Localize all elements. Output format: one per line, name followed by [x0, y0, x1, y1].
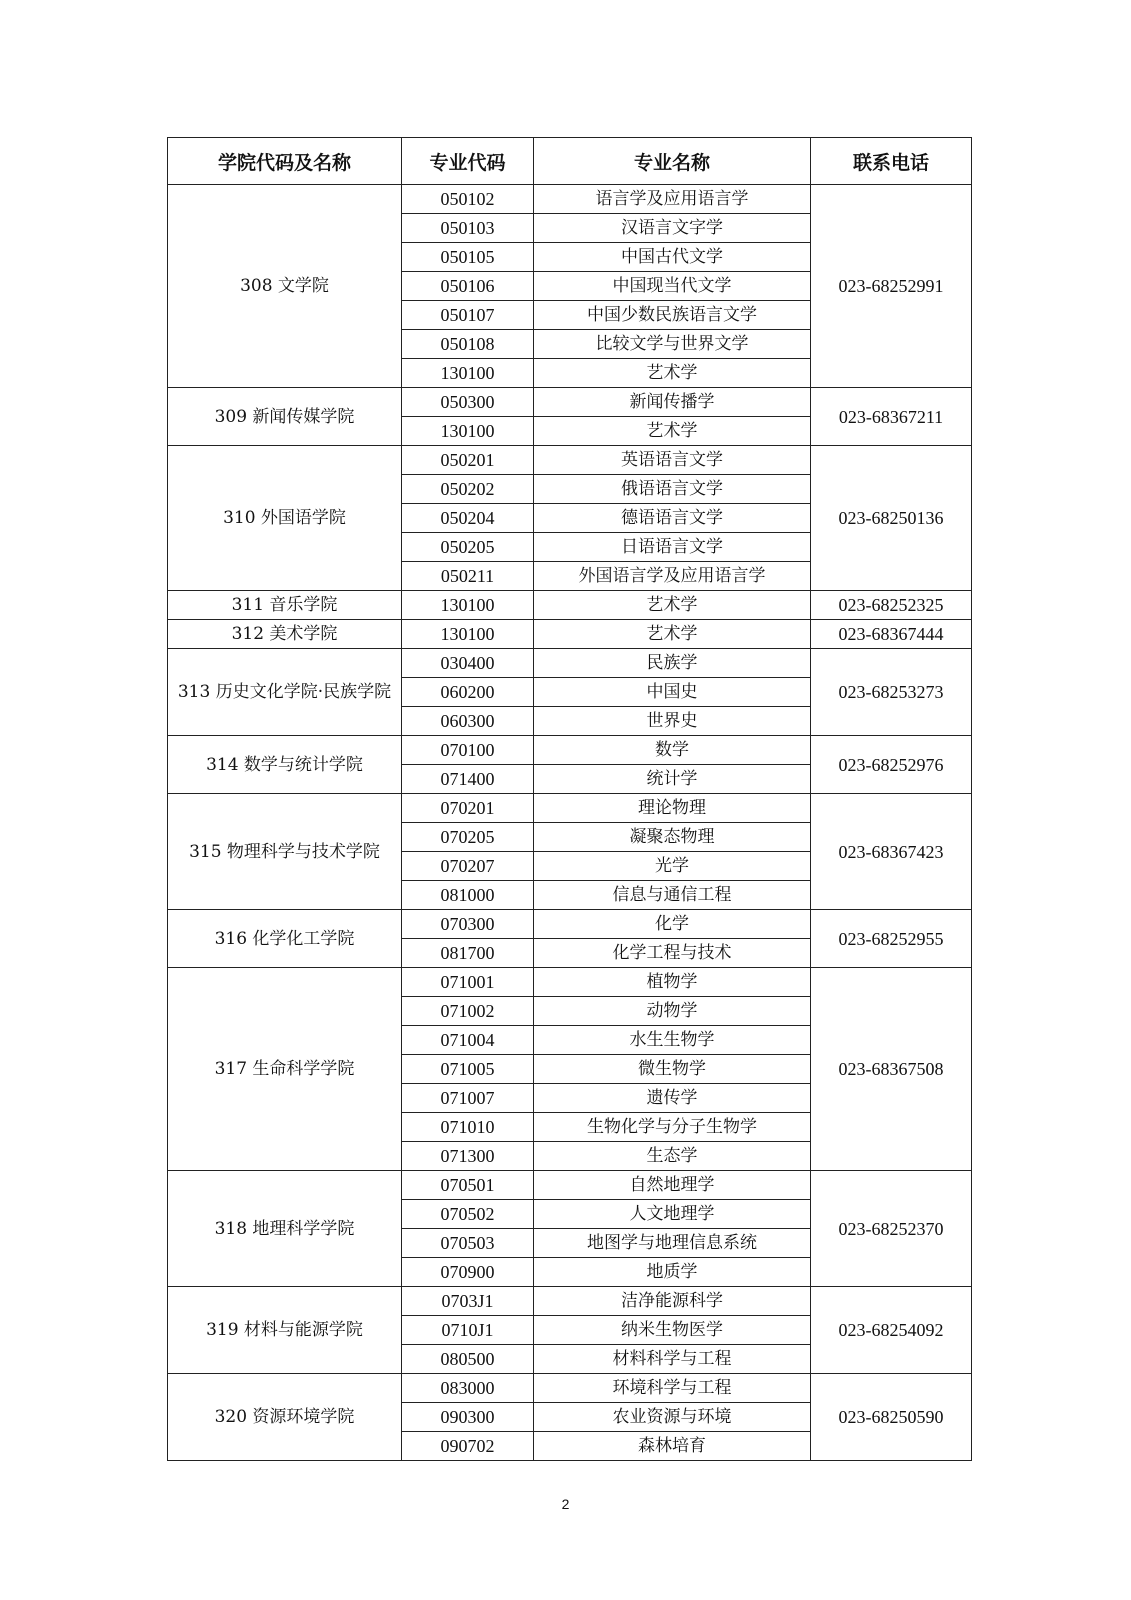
major-code-cell: 050201	[402, 446, 534, 475]
major-code-cell: 070501	[402, 1171, 534, 1200]
major-code-cell: 081700	[402, 939, 534, 968]
major-name-cell: 森林培育	[534, 1432, 811, 1461]
major-code-cell: 0703J1	[402, 1287, 534, 1316]
college-cell: 314 数学与统计学院	[168, 736, 402, 794]
major-name-cell: 地图学与地理信息系统	[534, 1229, 811, 1258]
major-code-cell: 071300	[402, 1142, 534, 1171]
table-row	[168, 910, 972, 939]
major-code-cell: 081000	[402, 881, 534, 910]
major-code-cell: 070300	[402, 910, 534, 939]
major-code-cell: 071400	[402, 765, 534, 794]
phone-cell: 023-68250590	[811, 1374, 972, 1461]
major-name-cell: 化学工程与技术	[534, 939, 811, 968]
table-row	[168, 446, 972, 475]
major-name-cell: 艺术学	[534, 359, 811, 388]
major-name-cell: 艺术学	[534, 591, 811, 620]
major-code-cell: 050105	[402, 243, 534, 272]
college-cell: 309 新闻传媒学院	[168, 388, 402, 446]
majors-table	[167, 137, 972, 1461]
major-code-cell: 083000	[402, 1374, 534, 1403]
college-cell: 315 物理科学与技术学院	[168, 794, 402, 910]
table-body	[168, 185, 972, 1461]
major-name-cell: 语言学及应用语言学	[534, 185, 811, 214]
table-row	[168, 968, 972, 997]
major-name-cell: 德语语言文学	[534, 504, 811, 533]
major-code-cell: 050205	[402, 533, 534, 562]
table-header-row	[168, 138, 972, 185]
phone-cell: 023-68367508	[811, 968, 972, 1171]
major-code-cell: 071010	[402, 1113, 534, 1142]
major-name-cell: 新闻传播学	[534, 388, 811, 417]
major-name-cell: 化学	[534, 910, 811, 939]
major-name-cell: 人文地理学	[534, 1200, 811, 1229]
college-cell: 308 文学院	[168, 185, 402, 388]
major-code-cell: 050106	[402, 272, 534, 301]
major-name-cell: 信息与通信工程	[534, 881, 811, 910]
major-name-cell: 洁净能源科学	[534, 1287, 811, 1316]
phone-cell: 023-68250136	[811, 446, 972, 591]
phone-cell: 023-68252325	[811, 591, 972, 620]
major-name-cell: 自然地理学	[534, 1171, 811, 1200]
college-cell: 319 材料与能源学院	[168, 1287, 402, 1374]
major-name-cell: 生态学	[534, 1142, 811, 1171]
major-code-cell: 070201	[402, 794, 534, 823]
phone-cell: 023-68367423	[811, 794, 972, 910]
major-name-cell: 水生生物学	[534, 1026, 811, 1055]
header-major-name: 专业名称	[534, 138, 811, 185]
major-code-cell: 080500	[402, 1345, 534, 1374]
major-code-cell: 050102	[402, 185, 534, 214]
phone-cell: 023-68254092	[811, 1287, 972, 1374]
college-cell: 318 地理科学学院	[168, 1171, 402, 1287]
major-name-cell: 光学	[534, 852, 811, 881]
table-row	[168, 1374, 972, 1403]
table-row	[168, 1287, 972, 1316]
college-cell: 313 历史文化学院·民族学院	[168, 649, 402, 736]
header-phone: 联系电话	[811, 138, 972, 185]
major-name-cell: 中国少数民族语言文学	[534, 301, 811, 330]
table-row	[168, 649, 972, 678]
college-cell: 312 美术学院	[168, 620, 402, 649]
major-code-cell: 130100	[402, 359, 534, 388]
major-code-cell: 130100	[402, 417, 534, 446]
major-code-cell: 030400	[402, 649, 534, 678]
phone-cell: 023-68252976	[811, 736, 972, 794]
table-row	[168, 794, 972, 823]
major-name-cell: 世界史	[534, 707, 811, 736]
major-code-cell: 071004	[402, 1026, 534, 1055]
major-code-cell: 130100	[402, 591, 534, 620]
page-number: 2	[561, 1496, 570, 1512]
major-name-cell: 比较文学与世界文学	[534, 330, 811, 359]
major-name-cell: 中国古代文学	[534, 243, 811, 272]
table-row	[168, 736, 972, 765]
major-name-cell: 地质学	[534, 1258, 811, 1287]
college-cell: 310 外国语学院	[168, 446, 402, 591]
major-code-cell: 090300	[402, 1403, 534, 1432]
major-code-cell: 050300	[402, 388, 534, 417]
table-row	[168, 388, 972, 417]
major-code-cell: 070205	[402, 823, 534, 852]
table-row	[168, 620, 972, 649]
major-name-cell: 纳米生物医学	[534, 1316, 811, 1345]
major-code-cell: 050103	[402, 214, 534, 243]
major-name-cell: 农业资源与环境	[534, 1403, 811, 1432]
major-name-cell: 数学	[534, 736, 811, 765]
major-code-cell: 060200	[402, 678, 534, 707]
major-code-cell: 070207	[402, 852, 534, 881]
phone-cell: 023-68252991	[811, 185, 972, 388]
major-name-cell: 微生物学	[534, 1055, 811, 1084]
major-code-cell: 130100	[402, 620, 534, 649]
major-name-cell: 民族学	[534, 649, 811, 678]
major-code-cell: 070900	[402, 1258, 534, 1287]
major-name-cell: 理论物理	[534, 794, 811, 823]
college-cell: 320 资源环境学院	[168, 1374, 402, 1461]
major-name-cell: 俄语语言文学	[534, 475, 811, 504]
major-code-cell: 071001	[402, 968, 534, 997]
college-cell: 316 化学化工学院	[168, 910, 402, 968]
header-college: 学院代码及名称	[168, 138, 402, 185]
major-code-cell: 071002	[402, 997, 534, 1026]
phone-cell: 023-68253273	[811, 649, 972, 736]
phone-cell: 023-68367444	[811, 620, 972, 649]
major-code-cell: 050211	[402, 562, 534, 591]
major-name-cell: 英语语言文学	[534, 446, 811, 475]
college-cell: 317 生命科学学院	[168, 968, 402, 1171]
major-name-cell: 日语语言文学	[534, 533, 811, 562]
major-name-cell: 动物学	[534, 997, 811, 1026]
major-name-cell: 植物学	[534, 968, 811, 997]
major-name-cell: 艺术学	[534, 417, 811, 446]
table-row	[168, 185, 972, 214]
major-code-cell: 070100	[402, 736, 534, 765]
major-name-cell: 外国语言学及应用语言学	[534, 562, 811, 591]
major-code-cell: 050204	[402, 504, 534, 533]
major-name-cell: 统计学	[534, 765, 811, 794]
major-name-cell: 生物化学与分子生物学	[534, 1113, 811, 1142]
major-name-cell: 汉语言文字学	[534, 214, 811, 243]
major-code-cell: 050107	[402, 301, 534, 330]
major-code-cell: 090702	[402, 1432, 534, 1461]
major-code-cell: 071007	[402, 1084, 534, 1113]
major-code-cell: 070503	[402, 1229, 534, 1258]
major-name-cell: 艺术学	[534, 620, 811, 649]
phone-cell: 023-68367211	[811, 388, 972, 446]
major-code-cell: 050108	[402, 330, 534, 359]
college-cell: 311 音乐学院	[168, 591, 402, 620]
major-code-cell: 0710J1	[402, 1316, 534, 1345]
major-code-cell: 071005	[402, 1055, 534, 1084]
major-name-cell: 遗传学	[534, 1084, 811, 1113]
major-name-cell: 中国史	[534, 678, 811, 707]
phone-cell: 023-68252370	[811, 1171, 972, 1287]
major-name-cell: 材料科学与工程	[534, 1345, 811, 1374]
table-row	[168, 1171, 972, 1200]
major-code-cell: 050202	[402, 475, 534, 504]
major-name-cell: 环境科学与工程	[534, 1374, 811, 1403]
major-name-cell: 凝聚态物理	[534, 823, 811, 852]
major-name-cell: 中国现当代文学	[534, 272, 811, 301]
header-major-code: 专业代码	[402, 138, 534, 185]
major-code-cell: 060300	[402, 707, 534, 736]
table-row	[168, 591, 972, 620]
phone-cell: 023-68252955	[811, 910, 972, 968]
major-code-cell: 070502	[402, 1200, 534, 1229]
